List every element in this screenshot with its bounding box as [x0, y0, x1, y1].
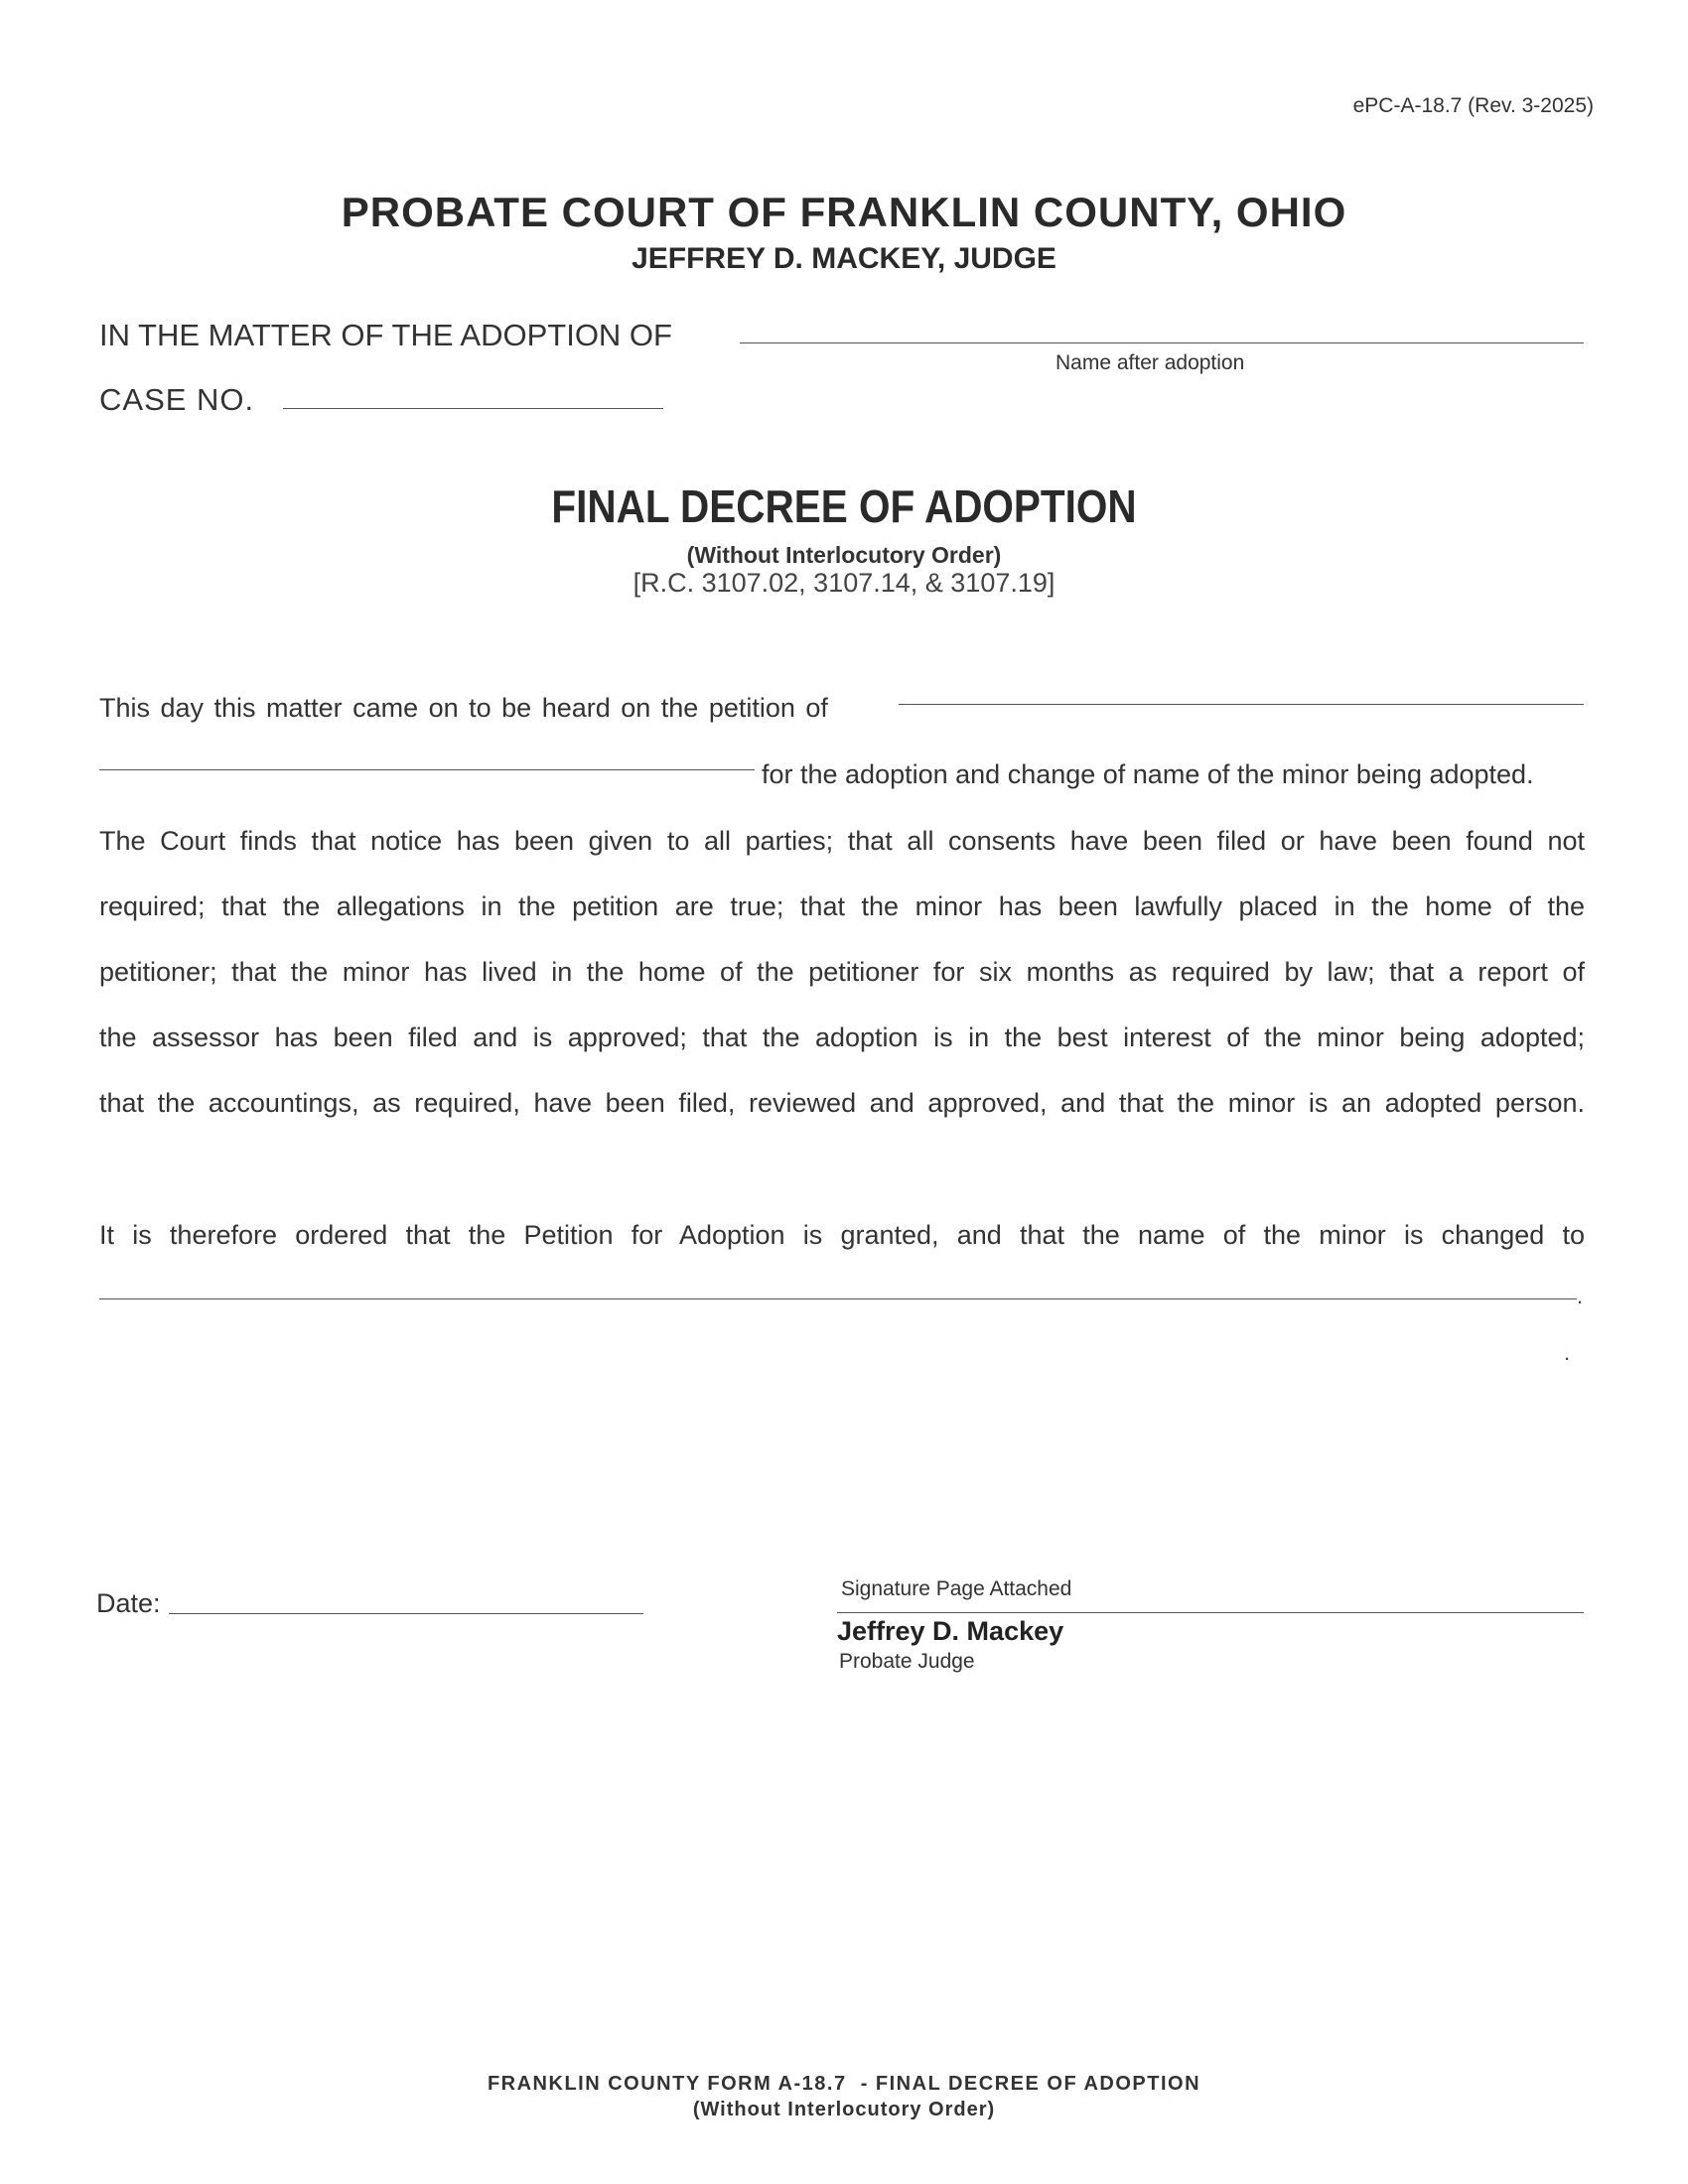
petition-intro-text: This day this matter came on to be heard on the petition of [99, 693, 828, 723]
signature-attached-note: Signature Page Attached [841, 1577, 1072, 1600]
name-after-adoption-label: Name after adoption [1055, 351, 1245, 374]
judge-title: Probate Judge [839, 1650, 975, 1673]
findings-line-5: that the accountings, as required, have been filed, reviewed and approved, and that the minor is an adopted person. [99, 1088, 1585, 1118]
date-label: Date: [96, 1588, 161, 1618]
findings-line-2: required; that the allegations in the petition are true; that the minor has been lawfully placed in the home of the [99, 891, 1585, 921]
order-text: It is therefore ordered that the Petition for Adoption is granted, and that the name of the minor is changed to [99, 1220, 1585, 1250]
adoption-matter-label: IN THE MATTER OF THE ADOPTION OF [99, 318, 672, 352]
findings-line-1: The Court finds that notice has been given to all parties; that all consents have been filed or have been found not [99, 826, 1585, 856]
judge-signature-line [837, 1612, 1584, 1613]
footer-form-title: FRANKLIN COUNTY FORM A-18.7 - FINAL DECREE OF ADOPTION [487, 2073, 1201, 2095]
findings-line-3: petitioner; that the minor has lived in the home of the petitioner for six months as required by law; that a report of [99, 957, 1585, 987]
judge-heading: JEFFREY D. MACKEY, JUDGE [632, 242, 1056, 275]
document-subtitle: (Without Interlocutory Order) [686, 542, 1002, 568]
petition-purpose-text: for the adoption and change of name of the minor being adopted. [762, 759, 1534, 789]
date-field[interactable] [169, 1613, 643, 1614]
court-name: PROBATE COURT OF FRANKLIN COUNTY, OHIO [341, 189, 1347, 235]
period-mark-1: . [1577, 1284, 1584, 1308]
form-id: ePC-A-18.7 (Rev. 3-2025) [1352, 94, 1594, 117]
statute-reference: [R.C. 3107.02, 3107.14, & 3107.19] [633, 568, 1055, 598]
period-mark-2: . [1564, 1340, 1571, 1365]
case-number-field[interactable] [283, 408, 663, 409]
footer-subtitle: (Without Interlocutory Order) [692, 2099, 996, 2120]
case-number-label: CASE NO. [99, 382, 255, 417]
petitioner-field-1[interactable] [899, 704, 1584, 705]
judge-name: Jeffrey D. Mackey [837, 1616, 1064, 1646]
document-title: FINAL DECREE OF ADOPTION [551, 480, 1137, 532]
petitioner-field-2[interactable] [99, 769, 755, 770]
findings-line-4: the assessor has been filed and is approved; that the adoption is in the best interest of the minor being adopted; [99, 1023, 1585, 1052]
adoption-name-field[interactable] [740, 342, 1584, 343]
new-name-field[interactable] [99, 1298, 1577, 1299]
